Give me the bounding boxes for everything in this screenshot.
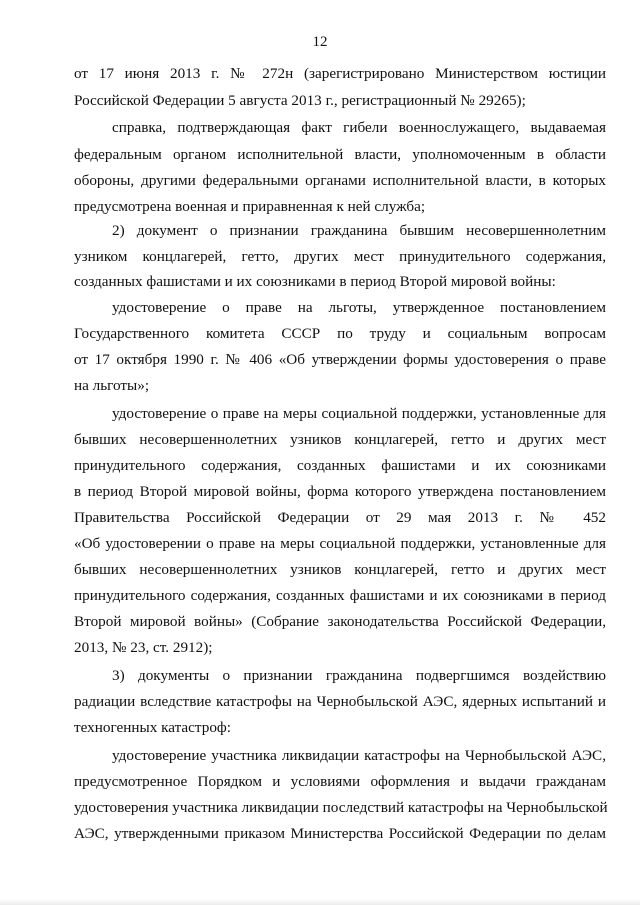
text-line: принудительного содержания, созданных фашистами и их союзниками в период: [74, 587, 606, 604]
text-line: техногенных катастроф:: [74, 719, 231, 736]
text-line: созданных фашистами и их союзниками в период Второй мировой войны:: [74, 273, 556, 290]
text-line: предусмотренное Порядком и условиями оформления и выдачи гражданам: [74, 773, 606, 790]
text-line: АЭС, утвержденными приказом Министерства Российской Федерации по делам: [74, 825, 606, 842]
text-line: узником концлагерей, гетто, других мест принудительного содержания,: [74, 248, 606, 265]
text-line: 2013, № 23, ст. 2912);: [74, 639, 213, 656]
text-line: Государственного комитета СССР по труду и социальным вопросам: [74, 325, 606, 342]
page-number: 12: [312, 34, 328, 50]
text-line: на льготы»;: [74, 377, 150, 394]
text-line: 3) документы о признании гражданина подвергшимся воздействию: [112, 667, 606, 684]
page-bottom-edge: [0, 899, 640, 905]
text-line: от 17 июня 2013 г. № 272н (зарегистрировано Министерством юстиции: [74, 65, 606, 82]
text-line: предусмотрена военная и приравненная к ней служба;: [74, 198, 426, 215]
text-line: принудительного содержания, созданных фашистами и их союзниками: [74, 457, 606, 474]
text-line: Правительства Российской Федерации от 29 мая 2013 г. № 452: [74, 509, 606, 526]
text-line: 2) документ о признании гражданина бывшим несовершеннолетним: [112, 222, 606, 239]
text-line: Второй мировой войны» (Собрание законодательства Российской Федерации,: [74, 613, 606, 630]
text-line: удостоверения участника ликвидации последствий катастрофы на Чернобыльской: [74, 799, 608, 816]
text-line: федеральным органом исполнительной власти, уполномоченным в области: [74, 146, 606, 163]
text-line: справка, подтверждающая факт гибели военнослужащего, выдаваемая: [112, 119, 606, 136]
text-line: бывших несовершеннолетних узников концлагерей, гетто и других мест: [74, 561, 606, 578]
text-line: удостоверение о праве на меры социальной поддержки, установленные для: [112, 405, 606, 422]
text-line: удостоверение участника ликвидации катастрофы на Чернобыльской АЭС,: [112, 747, 606, 764]
text-line: «Об удостоверении о праве на меры социальной поддержки, установленные для: [74, 535, 606, 552]
text-line: обороны, другими федеральными органами исполнительной власти, в которых: [74, 172, 606, 189]
text-line: от 17 октября 1990 г. № 406 «Об утверждении формы удостоверения о праве: [74, 351, 606, 368]
text-line: в период Второй мировой войны, форма которого утверждена постановлением: [74, 483, 606, 500]
text-line: бывших несовершеннолетних узников концлагерей, гетто и других мест: [74, 431, 606, 448]
text-line: удостоверение о праве на льготы, утвержденное постановлением: [112, 299, 606, 316]
text-line: радиации вследствие катастрофы на Чернобыльской АЭС, ядерных испытаний и: [74, 693, 606, 710]
text-line: Российской Федерации 5 августа 2013 г., регистрационный № 29265);: [74, 92, 526, 109]
